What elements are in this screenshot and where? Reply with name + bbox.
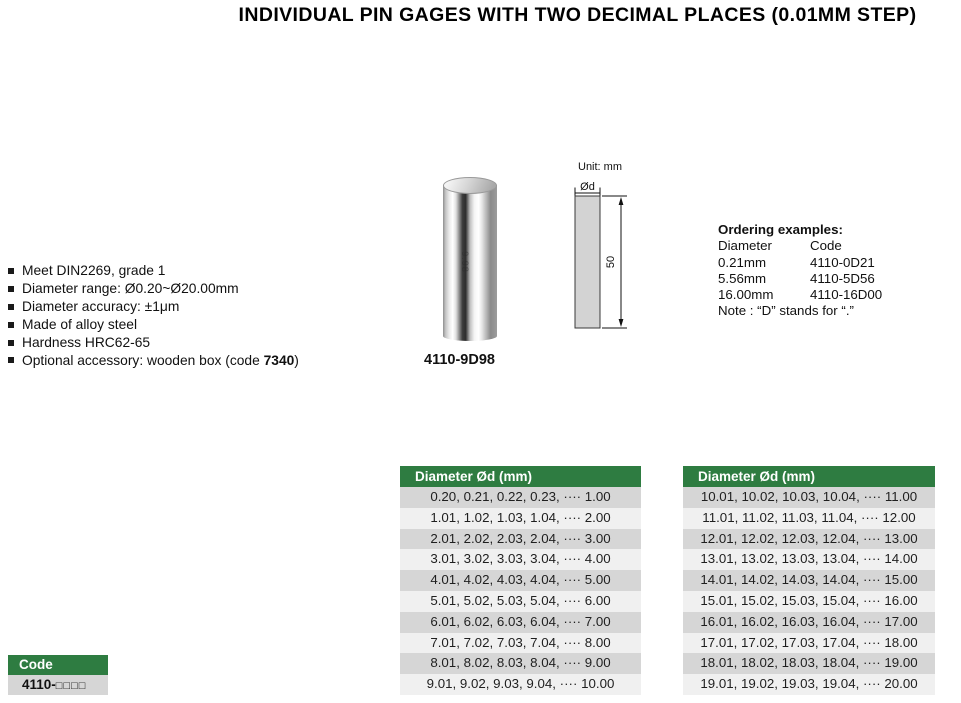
feature-item: [8, 262, 299, 280]
table-row: 16.01, 16.02, 16.03, 16.04, ···· 17.00: [683, 612, 935, 633]
table-row: 7.01, 7.02, 7.03, 7.04, ···· 8.00: [400, 633, 641, 654]
ordering-col2-header: Code: [810, 238, 842, 254]
dim-arrow-up-icon: [619, 197, 624, 205]
table-row: 2.01, 2.02, 2.03, 2.04, ···· 3.00: [400, 529, 641, 550]
bullet-square-icon: [8, 322, 14, 328]
table-header: Diameter Ød (mm): [400, 466, 641, 487]
table-row: 8.01, 8.02, 8.03, 8.04, ···· 9.00: [400, 653, 641, 674]
table-row: 5.01, 5.02, 5.03, 5.04, ···· 6.00: [400, 591, 641, 612]
bullet-square-icon: [8, 304, 14, 310]
ordering-row: [718, 287, 928, 303]
ordering-code: 4110-16D00: [810, 287, 883, 303]
pin-outline-rect: [575, 196, 600, 328]
ordering-col1-header: Diameter: [718, 238, 772, 254]
pin-top-face: [443, 177, 497, 194]
feature-item: [8, 298, 299, 316]
table-row: 12.01, 12.02, 12.03, 12.04, ···· 13.00: [683, 529, 935, 550]
feature-text: [22, 353, 299, 368]
code-box-value: [8, 675, 108, 695]
bullet-square-icon: [8, 357, 14, 363]
feature-text: Diameter range: Ø0.20~Ø20.00mm: [22, 281, 239, 297]
ordering-examples: [718, 222, 928, 320]
table-row: 19.01, 19.02, 19.03, 19.04, ···· 20.00: [683, 674, 935, 695]
diameter-dim-label: Ød: [580, 181, 595, 193]
product-code-label: 4110-9D98: [424, 352, 495, 368]
table-row: 14.01, 14.02, 14.03, 14.04, ···· 15.00: [683, 570, 935, 591]
ordering-diameter: 0.21mm: [718, 254, 767, 270]
ordering-code: 4110-0D21: [810, 254, 875, 270]
feature-item: [8, 280, 299, 298]
bullet-square-icon: [8, 286, 14, 292]
feature-text: Diameter accuracy: ±1μm: [22, 299, 180, 315]
table-row: 4.01, 4.02, 4.03, 4.04, ···· 5.00: [400, 570, 641, 591]
feature-text-prefix: Optional accessory: wooden box (code: [22, 352, 264, 368]
table-row: 10.01, 10.02, 10.03, 10.04, ···· 11.00: [683, 487, 935, 508]
code-placeholder-boxes: □□□□: [55, 680, 87, 692]
feature-item: [8, 316, 299, 334]
feature-item: [8, 334, 299, 352]
length-dim-label: 50: [605, 255, 617, 269]
ordering-header-row: [718, 238, 928, 254]
table-row: 3.01, 3.02, 3.03, 3.04, ···· 4.00: [400, 549, 641, 570]
unit-label: Unit: mm: [578, 161, 622, 173]
feature-text: Meet DIN2269, grade 1: [22, 263, 166, 279]
diameter-table-2: [683, 466, 935, 695]
pin-gage-photo: [443, 177, 497, 341]
code-prefix: 4110-: [22, 677, 56, 692]
table-row: 11.01, 11.02, 11.03, 11.04, ···· 12.00: [683, 508, 935, 529]
table-row: 1.01, 1.02, 1.03, 1.04, ···· 2.00: [400, 508, 641, 529]
ordering-note: Note : “D” stands for “.”: [718, 303, 854, 319]
ordering-diameter: 5.56mm: [718, 270, 767, 286]
table-row: 17.01, 17.02, 17.03, 17.04, ···· 18.00: [683, 633, 935, 654]
pin-marking-label: 9.98: [459, 251, 470, 273]
page-title: INDIVIDUAL PIN GAGES WITH TWO DECIMAL PLACES (0.01MM STEP): [238, 4, 917, 26]
table-row: 18.01, 18.02, 18.03, 18.04, ···· 19.00: [683, 653, 935, 674]
table-row: 6.01, 6.02, 6.03, 6.04, ···· 7.00: [400, 612, 641, 633]
ordering-code: 4110-5D56: [810, 270, 875, 286]
bullet-square-icon: [8, 340, 14, 346]
ordering-diameter: 16.00mm: [718, 287, 774, 303]
table-row: 13.01, 13.02, 13.03, 13.04, ···· 14.00: [683, 549, 935, 570]
ordering-row: [718, 255, 928, 271]
feature-list: [8, 262, 299, 369]
feature-item: [8, 351, 299, 369]
dimension-drawing: [558, 156, 643, 338]
ordering-row: [718, 271, 928, 287]
ordering-heading: Ordering examples:: [718, 222, 843, 237]
table-header: Diameter Ød (mm): [683, 466, 935, 487]
table-row: 15.01, 15.02, 15.03, 15.04, ···· 16.00: [683, 591, 935, 612]
bullet-square-icon: [8, 268, 14, 274]
pin-cylinder: [443, 185, 497, 341]
feature-text: Hardness HRC62-65: [22, 335, 151, 350]
diameter-table-1: [400, 466, 641, 695]
accessory-code: 7340: [263, 352, 295, 368]
code-box-header: Code: [8, 655, 108, 675]
feature-text: Made of alloy steel: [22, 317, 138, 333]
code-box: [8, 655, 108, 695]
table-row: 9.01, 9.02, 9.03, 9.04, ···· 10.00: [400, 674, 641, 695]
table-row: 0.20, 0.21, 0.22, 0.23, ···· 1.00: [400, 487, 641, 508]
feature-text-suffix: ): [294, 352, 299, 368]
dim-arrow-down-icon: [619, 319, 624, 327]
